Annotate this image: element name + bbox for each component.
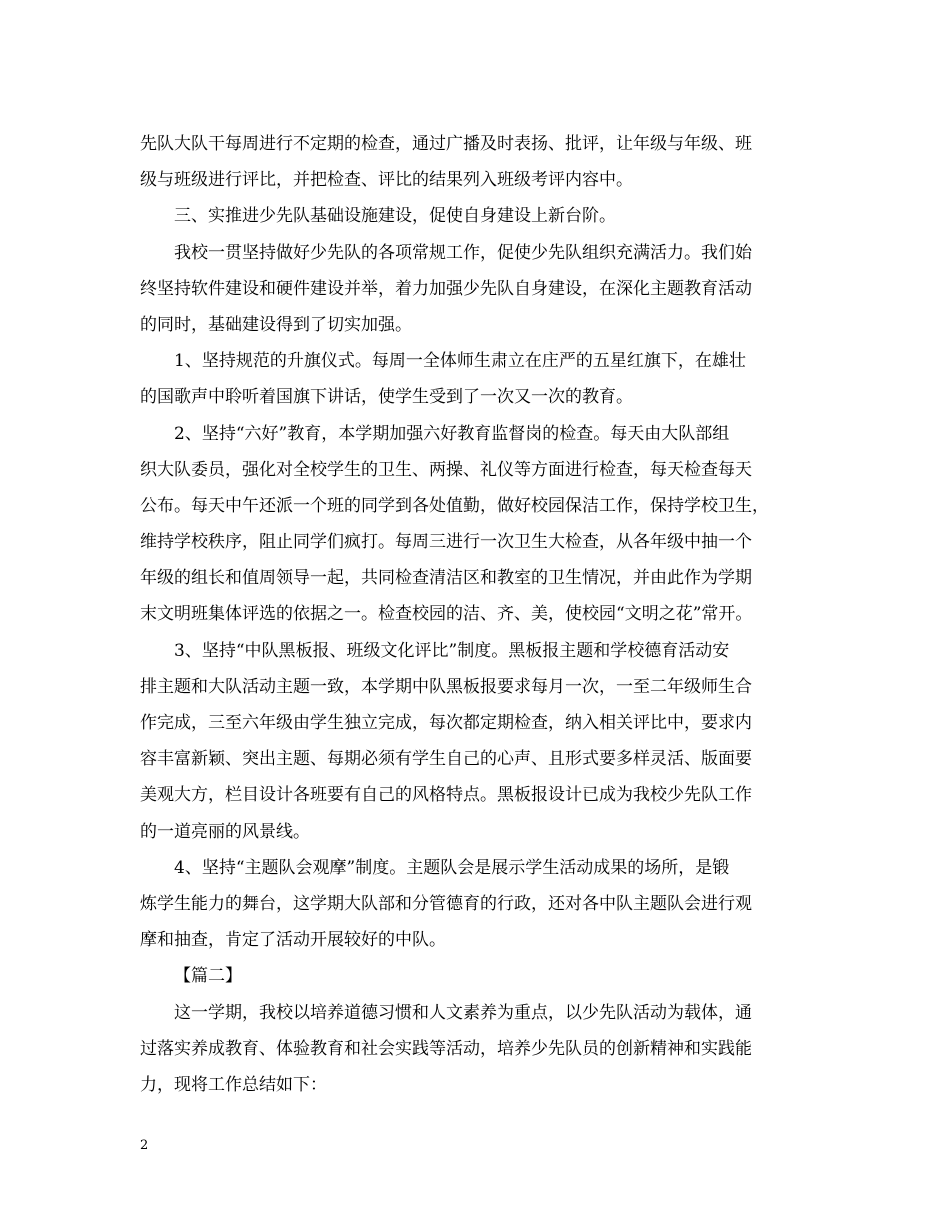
text-line: 作完成，三至六年级由学生独立完成，每次都定期检查，纳入相关评比中，要求内: [140, 713, 752, 733]
text-line: 这一学期，我校以培养道德习惯和人文素养为重点，以少先队活动为载体，通: [174, 1002, 752, 1023]
text-line: 级与班级进行评比，并把检查、评比的结果列入班级考评内容中。: [140, 170, 633, 191]
text-line: 容丰富新颖、突出主题、每期必须有学生自己的心声、且形式要多样灵活、版面要: [140, 749, 752, 770]
text-line: 的一道亮丽的风景线。: [140, 821, 310, 842]
text-line: 的国歌声中聆听着国旗下讲话，使学生受到了一次又一次的教育。: [140, 387, 633, 408]
text-line: 1、坚持规范的升旗仪式。每周一全体师生肃立在庄严的五星红旗下，在雄壮: [174, 351, 746, 372]
text-line: 我校一贯坚持做好少先队的各项常规工作，促使少先队组织充满活力。我们始: [174, 242, 752, 263]
text-line: 力，现将工作总结如下：: [140, 1074, 327, 1095]
text-line: 年级的组长和值周领导一起，共同检查清洁区和教室的卫生情况，并由此作为学期: [140, 568, 752, 589]
text-line: 摩和抽查，肯定了活动开展较好的中队。: [140, 930, 446, 951]
text-line: 末文明班集体评选的依据之一。检查校园的洁、齐、美，使校园“文明之花”常开。: [140, 604, 753, 625]
text-line: 4、坚持“主题队会观摩”制度。主题队会是展示学生活动成果的场所，是锻: [174, 857, 730, 878]
text-line: 先队大队干每周进行不定期的检查，通过广播及时表扬、批评，让年级与年级、班: [140, 134, 752, 154]
text-line: 维持学校秩序，阻止同学们疯打。每周三进行一次卫生大检查，从各年级中抽一个: [140, 532, 752, 553]
text-line: 3、坚持“中队黑板报、班级文化评比”制度。黑板报主题和学校德育活动安: [174, 640, 730, 661]
text-line: 美观大方，栏目设计各班要有自己的风格特点。黑板报设计已成为我校少先队工作: [140, 785, 752, 806]
text-line: 2、坚持“六好”教育，本学期加强六好教育监督岗的检查。每天由大队部组: [174, 423, 730, 444]
text-line: 公布。每天中午还派一个班的同学到各处值勤，做好校园保洁工作，保持学校卫生，: [140, 495, 769, 516]
document-body: [140, 126, 812, 1103]
text-line: 终坚持软件建设和硬件建设并举，着力加强少先队自身建设，在深化主题教育活动: [140, 278, 752, 299]
text-line: 的同时，基础建设得到了切实加强。: [140, 314, 412, 335]
text-line: 【篇二】: [174, 966, 242, 987]
text-line: 过落实养成教育、体验教育和社会实践等活动，培养少先队员的创新精神和实践能: [140, 1038, 752, 1059]
text-line: 织大队委员，强化对全校学生的卫生、两操、礼仪等方面进行检查，每天检查每天: [140, 459, 752, 480]
text-line: 排主题和大队活动主题一致，本学期中队黑板报要求每月一次，一至二年级师生合: [140, 676, 752, 697]
text-line: 三、实推进少先队基础设施建设，促使自身建设上新台阶。: [174, 206, 616, 227]
page-number: 2: [140, 1138, 149, 1153]
text-line: 炼学生能力的舞台，这学期大队部和分管德育的行政，还对各中队主题队会进行观: [140, 893, 752, 914]
